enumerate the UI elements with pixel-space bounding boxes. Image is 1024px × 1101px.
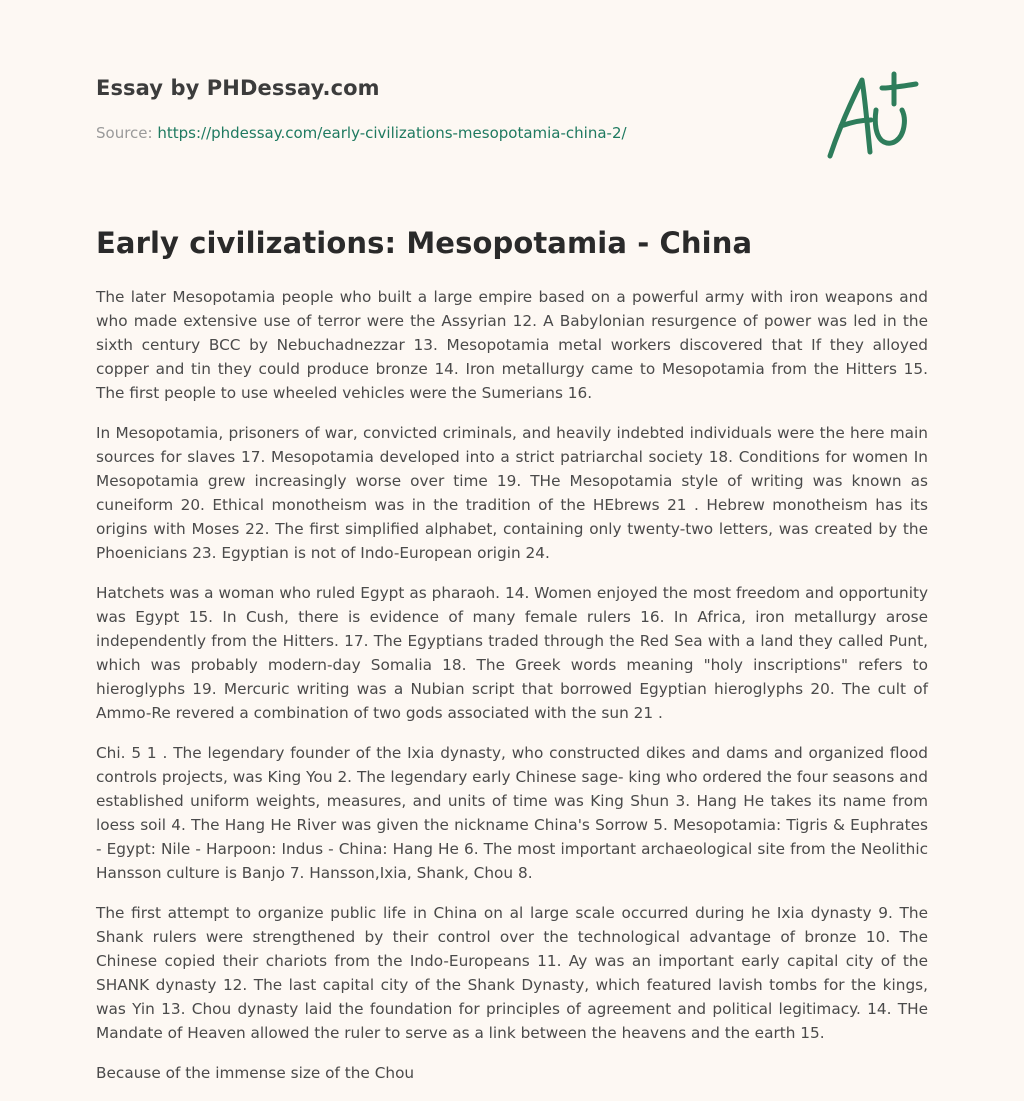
brand-title: Essay by PHDessay.com bbox=[96, 76, 380, 100]
essay-paragraph: Chi. 5 1 . The legendary founder of the Ixia dynasty, who constructed dikes and dams and organized flood controls projects, was King You 2. The legendary early Chinese sage- king who ordered the four seasons and established uniform weights, measures, and units of time was King Shun 3. Hang He takes its name from loess soil 4. The Hang He River was given the nickname China's Sorrow 5. Mesopotamia: Tigris & Euphrates - Egypt: Nile - Harpoon: Indus - China: Hang He 6. The most important archaeological site from the Neolithic Hansson culture is Banjo 7. Hansson,Ixia, Shank, Chou 8. bbox=[96, 744, 928, 882]
essay-paragraph: The first attempt to organize public life in China on al large scale occurred during he Ixia dynasty 9. The Shank rulers were strengthened by their control over the technological advantage of bronze 10. The Chinese copied their chariots from the Indo-Europeans 11. Ay was an important early capital city of the SHANK dynasty 12. The last capital city of the Shank Dynasty, which featured lavish tombs for the kings, was Yin 13. Chou dynasty laid the foundation for principles of agreement and political legitimacy. 14. THe Mandate of Heaven allowed the ruler to serve as a link between the heavens and the earth 15. bbox=[96, 904, 928, 1042]
essay-paragraph: Because of the immense size of the Chou bbox=[96, 1064, 415, 1082]
essay-body bbox=[96, 285, 928, 1101]
essay-paragraph: The later Mesopotamia people who built a large empire based on a powerful army with iron weapons and who made extensive use of terror were the Assyrian 12. A Babylonian resurgence of power was led in the sixth century BCC by Nebuchadnezzar 13. Mesopotamia metal workers discovered that If they alloyed copper and tin they could produce bronze 14. Iron metallurgy came to Mesopotamia from the Hitters 15. The first people to use wheeled vehicles were the Sumerians 16. bbox=[96, 288, 928, 402]
a-plus-grade-icon bbox=[824, 68, 924, 164]
essay-title: Early civilizations: Mesopotamia - China bbox=[96, 226, 753, 260]
essay-paragraph: Hatchets was a woman who ruled Egypt as pharaoh. 14. Women enjoyed the most freedom and opportunity was Egypt 15. In Cush, there is evidence of many female rulers 16. In Africa, iron metallurgy arose independently from the Hitters. 17. The Egyptians traded through the Red Sea with a land they called Punt, which was probably modern-day Somalia 18. The Greek words meaning "holy inscriptions" refers to hieroglyphs 19. Mercuric writing was a Nubian script that borrowed Egyptian hieroglyphs 20. The cult of Ammo-Re revered a combination of two gods associated with the sun 21 . bbox=[96, 584, 928, 722]
essay-paragraph: In Mesopotamia, prisoners of war, convicted criminals, and heavily indebted individuals were the here main sources for slaves 17. Mesopotamia developed into a strict patriarchal society 18. Conditions for women In Mesopotamia grew increasingly worse over time 19. THe Mesopotamia style of writing was known as cuneiform 20. Ethical monotheism was in the tradition of the HEbrews 21 . Hebrew monotheism has its origins with Moses 22. The first simplified alphabet, containing only twenty-two letters, was created by the Phoenicians 23. Egyptian is not of Indo-European origin 24. bbox=[96, 424, 928, 562]
source-link[interactable]: https://phdessay.com/early-civilizations-mesopotamia-china-2/ bbox=[157, 124, 627, 142]
source-label: Source: bbox=[96, 124, 153, 142]
source-line bbox=[96, 124, 627, 142]
page-header bbox=[96, 74, 928, 184]
